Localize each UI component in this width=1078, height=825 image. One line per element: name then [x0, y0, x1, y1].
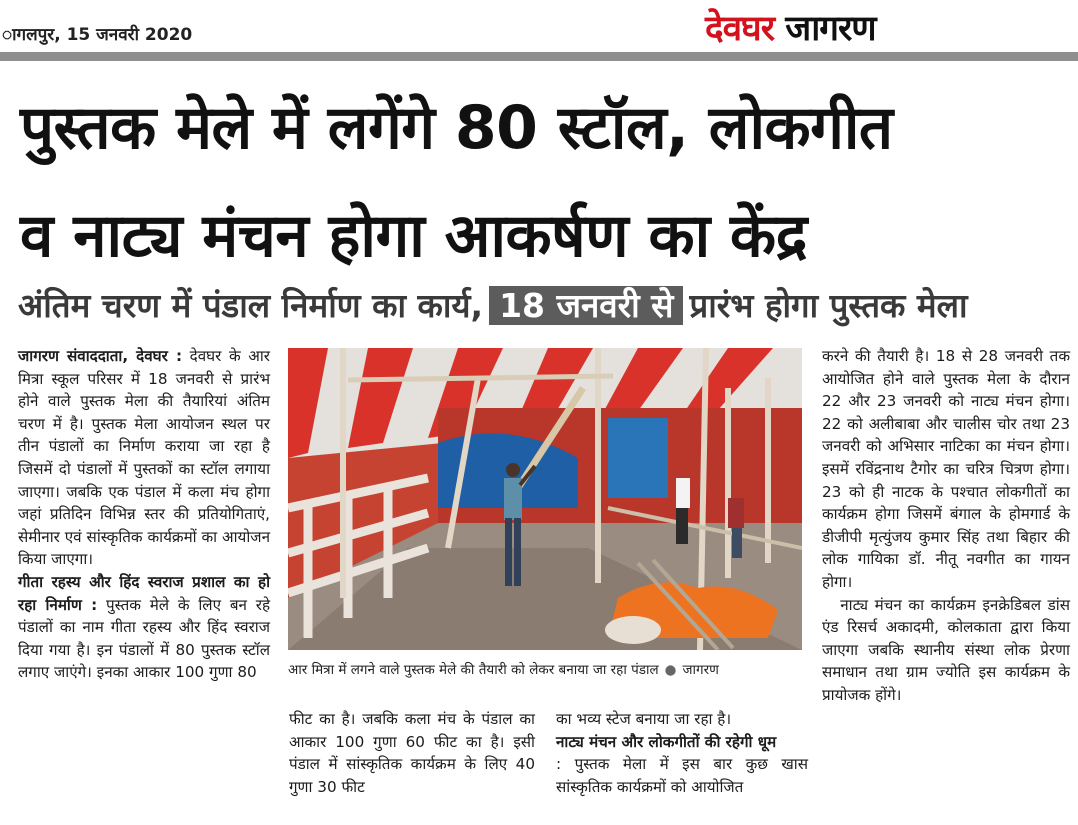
photo-caption [288, 660, 802, 678]
caption-bullet: ● [664, 662, 677, 678]
caption-text: आर मित्रा में लगने वाले पुस्तक मेले की तैयारी को लेकर बनाया जा रहा पंडाल [288, 662, 659, 678]
subhead-after: प्रारंभ होगा पुस्तक मेला [689, 286, 968, 325]
article-column-3-text: का भव्य स्टेज बनाया जा रहा है। [556, 710, 732, 728]
byline: जागरण संवाददाता, देवघर : [18, 347, 183, 365]
masthead-red: देवघर [705, 9, 775, 49]
subhead-before: अंतिम चरण में पंडाल निर्माण का कार्य, [18, 286, 484, 325]
article-column-3-text-2: : पुस्तक मेला में इस बार कुछ खास सांस्कृतिक कार्यक्रमों को आयोजित [556, 755, 808, 796]
headline-line-2: व नाट्य मंचन होगा आकर्षण का केंद्र [20, 201, 807, 271]
article-column-2 [289, 708, 535, 798]
masthead-logo [705, 4, 876, 51]
article-column-3 [556, 708, 808, 798]
header-rule [0, 52, 1078, 61]
article-paragraph-2: पुस्तक मेले के लिए बन रहे पंडालों का नाम गीता रहस्य और हिंद स्वराज दिया गया है। इन पंडालों में 80 पुस्तक स्टॉल लगाए जाएंगे। इनका आकार 100 गुणा 80 [18, 595, 271, 682]
headline-line-1: पुस्तक मेले में लगेंगे 80 स्टॉल, लोकगीत [20, 93, 893, 163]
dateline: ागलपुर, 15 जनवरी 2020 [2, 25, 193, 45]
subheading-gita-rahasya: गीता रहस्य और हिंद स्वराज प्रशाल का हो रहा निर्माण : [18, 572, 270, 614]
masthead-black: जागरण [785, 9, 876, 49]
article-column-4-paragraph-2: नाट्य मंचन का कार्यक्रम इनक्रेडिबल डांस एंड रिसर्च अकादमी, कोलकाता द्वारा किया जाएगा जबकि स्थानीय संस्था लोक प्रेरणा समाधान तथा ग्राम ज्योति इस कार्यक्रम के प्रायोजक होंगे। [822, 595, 1070, 704]
article-column-1 [18, 345, 270, 684]
article-paragraph-1: देवघर के आर मित्रा स्कूल परिसर में 18 जनवरी से प्रारंभ होने वाले पुस्तक मेला की तैयारियां अंतिम चरण में है। पुस्तक मेला आयोजन स्थल पर तीन पंडालों का निर्माण कराया जा रहा है जिसमें दो पंडालों में पुस्तकों का स्टॉल लगाया जाएगा। जबकि एक पंडाल में कला मंच होगा जहां प्रतिदिन विभिन्न स्तर की प्रतियोगिताएं, सेमीनार एवं सांस्कृतिक कार्यक्रमों का आयोजन किया जाएगा। [18, 347, 270, 569]
caption-credit: जागरण [682, 662, 719, 678]
subheading-natya-manchan: नाट्य मंचन और लोकगीतों की रहेगी धूम [556, 732, 777, 751]
article-column-2-text: फीट का है। जबकि कला मंच के पंडाल का आकार 100 गुणा 60 फीट का है। इसी पंडाल में सांस्कृतिक कार्यक्रम के लिए 40 गुणा 30 फीट [289, 710, 535, 796]
article-column-4 [822, 345, 1070, 707]
subheadline [18, 282, 968, 327]
article-column-4-paragraph-1: करने की तैयारी है। 18 से 28 जनवरी तक आयोजित होने वाले पुस्तक मेला के दौरान 22 और 23 जनवरी को नाट्य मंचन होगा। 22 को अलीबाबा और चालीस चोर तथा 23 जनवरी को अभिसार नाटिका का मंचन होगा। इसमें रविंद्रनाथ टैगोर का चरित्र चित्रण होगा। 23 को ही नाटक के पश्चात लोकगीतों का कार्यक्रम होगा जिसमें बंगाल के होमगार्ड के डीजीपी मृत्युंजय कुमार सिंह तथा बिहार की लोक गायिका डॉ. नीतू नवगीत का गायन होगा। [822, 347, 1070, 591]
subhead-highlight: 18 जनवरी से [489, 286, 683, 325]
news-photo [288, 348, 802, 650]
